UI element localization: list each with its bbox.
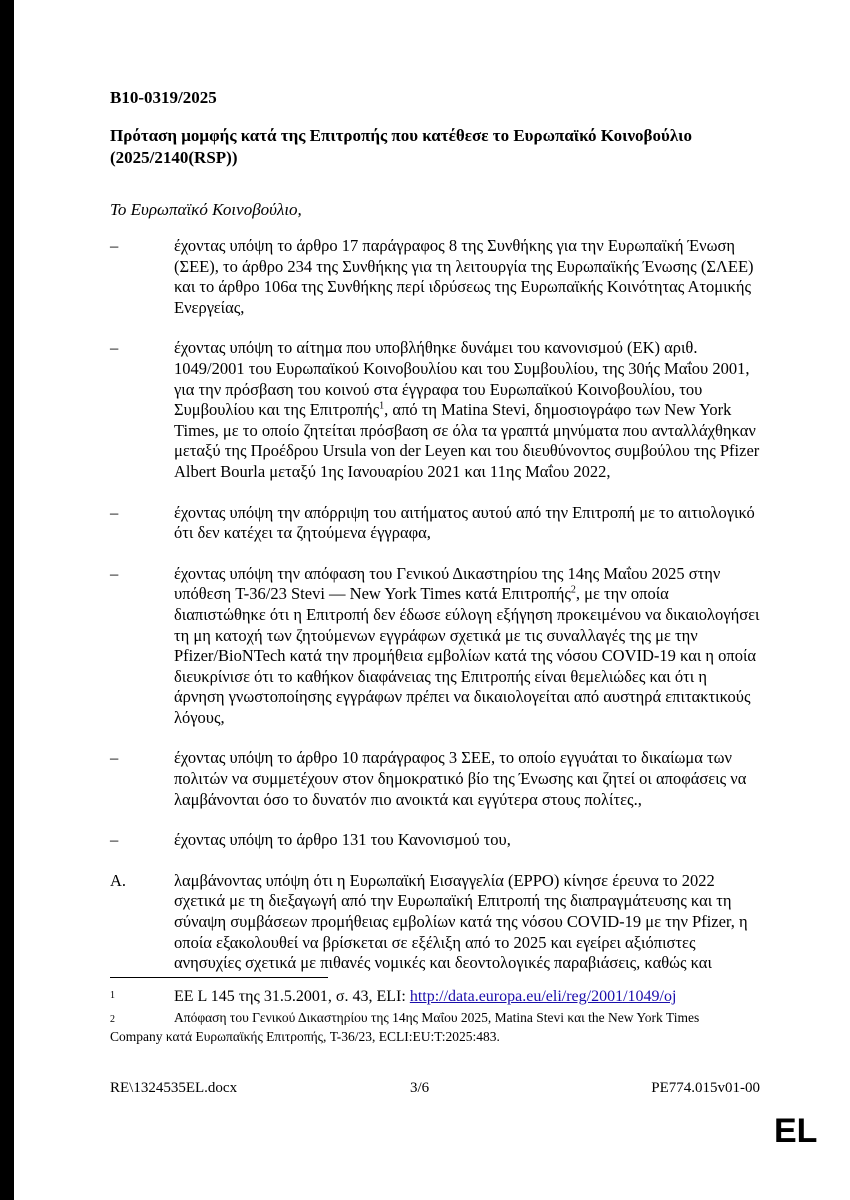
recital-item <box>110 748 760 810</box>
page-left-edge <box>0 0 14 1200</box>
recital-item <box>110 236 760 318</box>
footnote-text: Απόφαση του Γενικού Δικαστηρίου της 14ης Μαΐου 2025, Matina Stevi και the New York Times Company κατά Ευρωπαϊκής Επιτροπής, T-36/23, ECLI:EU:T:2025:483. <box>110 1010 700 1044</box>
footnote-2 <box>110 1008 750 1046</box>
item-text <box>174 564 760 729</box>
recital-item <box>110 830 760 851</box>
footer-page-number: 3/6 <box>410 1080 430 1096</box>
document-page <box>14 0 850 1200</box>
item-marker: – <box>110 236 119 255</box>
footnote-ref: 2 <box>570 584 576 596</box>
item-text-part: , από τη Matina Stevi, δημοσιογράφο των New York Times, με το οποίο ζητείται πρόσβαση σε όλα τα γραπτά μηνύματα που ανταλλάχθηκαν μεταξύ της Προέδρου Ursula von der Leyen και του διευθύνοντος συμβούλου της Pfizer Albert Bourla μεταξύ 1ης Ιανουαρίου 2021 και 11ης Μαΐου 2022, <box>174 400 760 481</box>
recital-item <box>110 564 760 729</box>
item-text-part: , με την οποία διαπιστώθηκε ότι η Επιτροπή δεν έδωσε εύλογη εξήγηση προκειμένου να δικαιολογήσει τη μη κατοχή των ζητούμενων εγγράφων σχετικά με τις συναλλαγές της με την Pfizer/BioNTech κατά την προμήθεια εμβολίων κατά της νόσου COVID-19 και η οποία διευκρίνισε ότι το καθήκον διαφάνειας της Επιτροπής είναι θεμελιώδες και ότι η άρνηση γνωστοποίησης εγγράφων πρέπει να δικαιολογείται από αυστηρά επιτακτικούς λόγους, <box>174 584 760 727</box>
recitals-list <box>110 236 760 974</box>
footnote-text-part: ΕΕ L 145 της 31.5.2001, σ. 43, ELI: <box>174 988 410 1005</box>
item-text: λαμβάνοντας υπόψη ότι η Ευρωπαϊκή Εισαγγελία (EPPO) κίνησε έρευνα το 2022 σχετικά με τη διεξαγωγή από την Ευρωπαϊκή Επιτροπή της διαπραγμάτευσης και τη σύναψη συμβάσεων προμήθειας εμβολίων κατά της νόσου COVID-19 με την Pfizer, η οποία εξακολουθεί να βρίσκεται σε εξέλιξη από το 2025 και εγείρει αξιόπιστες ανησυχίες σχετικά με πιθανές νομικές και δεοντολογικές παραβιάσεις, καθώς και <box>174 870 748 973</box>
document-title: Πρόταση μομφής κατά της Επιτροπής που κατέθεσε το Ευρωπαϊκό Κοινοβούλιο (2025/2140(RSP)) <box>110 126 692 167</box>
item-text: έχοντας υπόψη το άρθρο 17 παράγραφος 8 της Συνθήκης για την Ευρωπαϊκή Ένωση (ΣΕΕ), το άρθρο 234 της Συνθήκης για τη λειτουργία της Ευρωπαϊκής Ένωσης (ΣΛΕΕ) και το άρθρο 106α της Συνθήκης περί ιδρύσεως της Ευρωπαϊκής Κοινότητας Ατομικής Ενεργείας, <box>174 236 754 317</box>
item-text <box>174 338 760 482</box>
footnote-number: 2 <box>110 1014 115 1025</box>
item-text: έχοντας υπόψη το άρθρο 10 παράγραφος 3 ΣΕΕ, το οποίο εγγυάται το δικαίωμα των πολιτών να συμμετέχουν στον δημοκρατικό βίο της Ένωσης και ζητεί οι αποφάσεις να λαμβάνονται όσο το δυνατόν πιο ανοικτά και εγγύτερα στους πολίτες., <box>174 748 747 809</box>
footnote-text <box>174 988 676 1006</box>
footnote-divider <box>110 977 328 978</box>
footnote-link[interactable]: http://data.europa.eu/eli/reg/2001/1049/oj <box>409 988 677 1005</box>
item-text-part: έχοντας υπόψη την απόφαση του Γενικού Δικαστηρίου της 14ης Μαΐου 2025 στην υπόθεση T-36/23 Stevi — New York Times κατά Επιτροπής <box>174 563 721 604</box>
footnote-ref: 1 <box>379 400 385 412</box>
page-footer <box>110 1080 760 1102</box>
item-marker: – <box>110 748 119 768</box>
recital-item <box>110 871 760 974</box>
document-reference: B10-0319/2025 <box>110 88 217 107</box>
item-text-part: έχοντας υπόψη το αίτημα που υποβλήθηκε δυνάμει του κανονισμού (ΕΚ) αριθ. 1049/2001 του Ευρωπαϊκού Κοινοβουλίου και του Συμβουλίου, της 30ής Μαΐου 2001, για την πρόσβαση του κοινού στα έγγραφα του Ευρωπαϊκού Κοινοβουλίου, του Συμβουλίου και της Επιτροπής <box>174 338 750 420</box>
footer-filename: RE\1324535EL.docx <box>110 1080 238 1096</box>
item-marker: – <box>110 563 119 583</box>
footer-document-code: PE774.015v01-00 <box>651 1080 760 1096</box>
item-marker: – <box>110 338 119 358</box>
footnote-number: 1 <box>110 990 115 1001</box>
item-marker: – <box>110 830 119 850</box>
document-intro: Το Ευρωπαϊκό Κοινοβούλιο, <box>110 200 302 219</box>
recital-item <box>110 338 760 482</box>
item-marker: A. <box>110 870 127 890</box>
item-marker: – <box>110 502 119 522</box>
item-text: έχοντας υπόψη την απόρριψη του αιτήματος αυτού από την Επιτροπή με το αιτιολογικό ότι δεν κατέχει τα ζητούμενα έγγραφα, <box>174 502 755 543</box>
recital-item <box>110 503 760 544</box>
item-text: έχοντας υπόψη το άρθρο 131 του Κανονισμού του, <box>174 830 511 850</box>
language-label: EL <box>774 1112 818 1150</box>
